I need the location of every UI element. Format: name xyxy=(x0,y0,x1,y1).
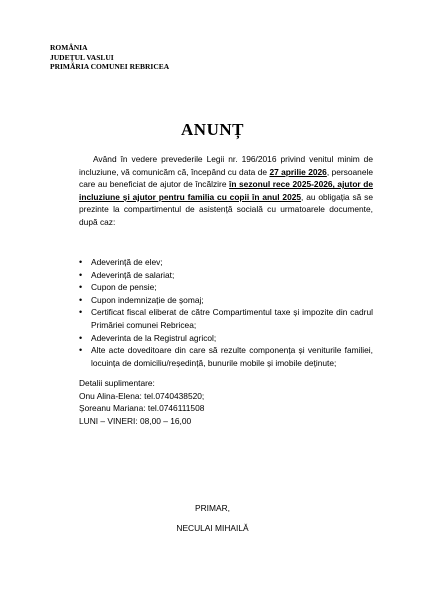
contact-details xyxy=(79,377,373,427)
paragraph-text-2: , persoanele care au beneficiat de ajutor de încălzire xyxy=(79,166,373,190)
contact-line: Onu Alina-Elena: tel.0740438520; xyxy=(79,390,205,401)
list-item: • Adeverință de salariat; xyxy=(79,269,373,282)
list-item: • Alte acte doveditoare din care să rezulte componența și veniturile familiei, locuința de domiciliu/reședință, bunurile mobile și imobile deținute; xyxy=(79,344,373,369)
announcement-paragraph xyxy=(79,153,373,229)
list-item: • Certificat fiscal eliberat de către Compartimentul taxe și impozite din cadrul Primăriei comunei Rebricea; xyxy=(79,306,373,331)
header-country: ROMÂNIA xyxy=(50,43,88,52)
header-town-hall: PRIMĂRIA COMUNEI REBRICEA xyxy=(50,62,170,71)
list-item: • Cupon indemnizație de șomaj; xyxy=(79,294,373,307)
header-county: JUDEȚUL VASLUI xyxy=(50,52,114,62)
institution-header xyxy=(50,43,169,72)
contact-line: Șoreanu Mariana: tel.0746111508 xyxy=(79,403,205,414)
documents-list xyxy=(79,256,373,369)
paragraph-text-1: Având în vedere prevederile Legii nr. 196/2016 privind venitul minim de incluziune, vă comunicăm că, începând cu data de xyxy=(79,154,373,177)
details-heading: Detalii suplimentare: xyxy=(79,378,155,388)
list-item: • Adeverință de elev; xyxy=(79,256,373,269)
list-item: • Cupon de pensie; xyxy=(79,281,373,294)
signature-name: NECULAI MIHAILĂ xyxy=(176,522,249,533)
signature-block xyxy=(0,502,425,534)
office-hours: LUNI – VINERI: 08,00 – 16,00 xyxy=(79,415,192,426)
paragraph-date: 27 aprilie 2026 xyxy=(269,166,327,177)
paragraph-season: în sezonul rece 2025-2026, ajutor de incluziune și ajutor pentru familia cu copii în anul 2025 xyxy=(79,179,374,202)
announcement-title: ANUNȚ xyxy=(181,120,244,139)
paragraph-text-3: , au obligația să se prezinte la compartimentul de asistență socială cu urmatoarele documente, după caz: xyxy=(79,191,373,227)
list-item: • Adeverinta de la Registrul agricol; xyxy=(79,332,373,345)
signature-role: PRIMAR, xyxy=(195,503,230,513)
